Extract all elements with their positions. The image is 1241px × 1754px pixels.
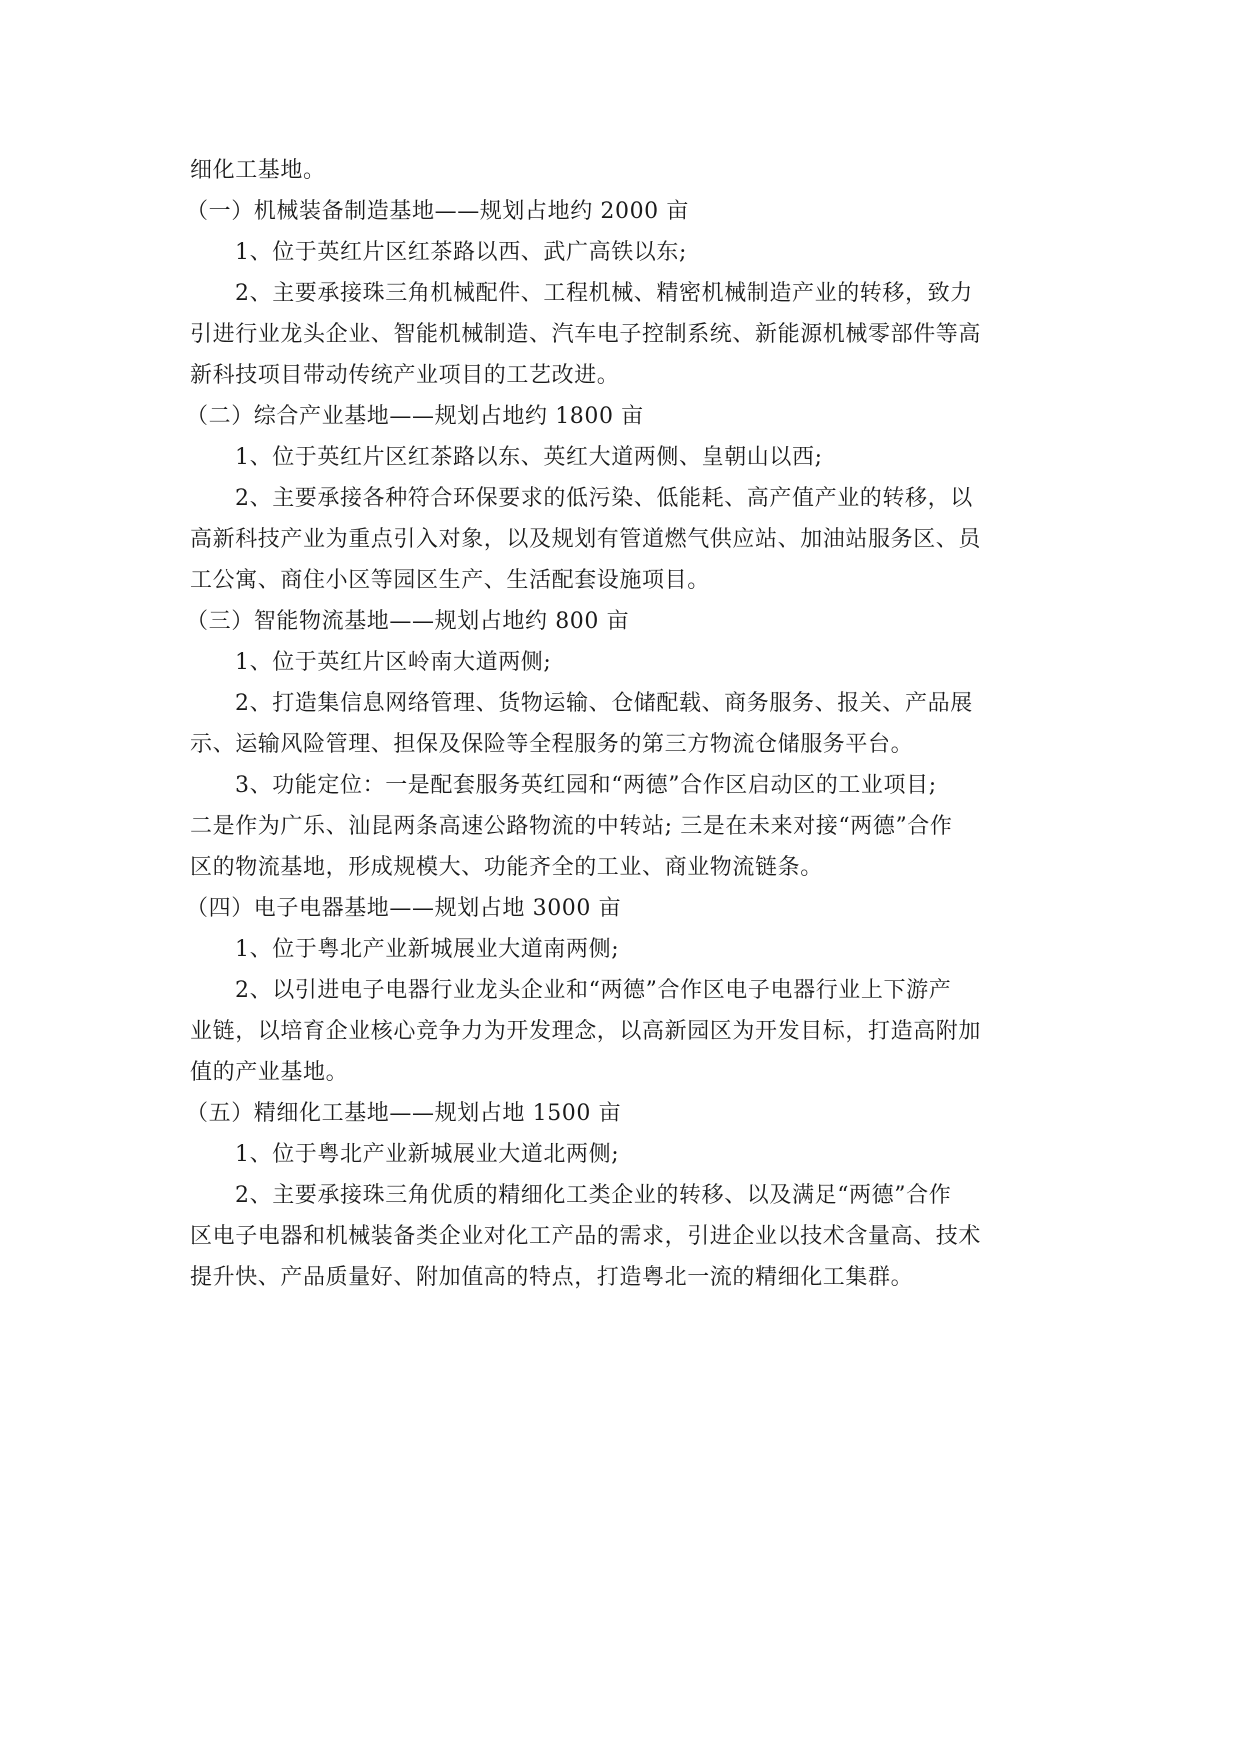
document-page (186, 150, 1060, 1298)
body-text-line: 提升快、产品质量好、附加值高的特点，打造粤北一流的精细化工集群。 (190, 1265, 914, 1290)
list-item: 1、位于粤北产业新城展业大道北两侧; (235, 1142, 620, 1167)
body-text-line: 示、运输风险管理、担保及保险等全程服务的第三方物流仓储服务平台。 (190, 732, 914, 757)
list-item: 2、以引进电子电器行业龙头企业和“两德”合作区电子电器行业上下游产 (235, 978, 952, 1003)
section-heading: （三）智能物流基地——规划占地约 800 亩 (186, 609, 630, 634)
body-text-line: 高新科技产业为重点引入对象，以及规划有管道燃气供应站、加油站服务区、员 (190, 527, 982, 552)
list-item: 3、功能定位：一是配套服务英红园和“两德”合作区启动区的工业项目; (235, 773, 937, 798)
body-text-line: 二是作为广乐、汕昆两条高速公路物流的中转站; 三是在未来对接“两德”合作 (190, 814, 953, 839)
body-text-line: 区的物流基地，形成规模大、功能齐全的工业、商业物流链条。 (190, 855, 823, 880)
list-item: 2、主要承接珠三角优质的精细化工类企业的转移、以及满足“两德”合作 (235, 1183, 952, 1208)
section-heading: （四）电子电器基地——规划占地 3000 亩 (186, 896, 622, 921)
section-heading: （一）机械装备制造基地——规划占地约 2000 亩 (186, 199, 689, 224)
section-heading: （二）综合产业基地——规划占地约 1800 亩 (186, 404, 644, 429)
list-item: 1、位于粤北产业新城展业大道南两侧; (235, 937, 620, 962)
list-item: 1、位于英红片区红茶路以西、武广高铁以东; (235, 240, 688, 265)
list-item: 2、主要承接各种符合环保要求的低污染、低能耗、高产值产业的转移，以 (235, 486, 973, 511)
list-item: 1、位于英红片区岭南大道两侧; (235, 650, 552, 675)
body-text-line: 细化工基地。 (190, 158, 326, 183)
list-item: 1、位于英红片区红茶路以东、英红大道两侧、皇朝山以西; (235, 445, 823, 470)
body-text-line: 工公寓、商住小区等园区生产、生活配套设施项目。 (190, 568, 710, 593)
body-text-line: 值的产业基地。 (190, 1060, 349, 1085)
body-text-line: 业链，以培育企业核心竞争力为开发理念，以高新园区为开发目标，打造高附加 (190, 1019, 982, 1044)
body-text-line: 区电子电器和机械装备类企业对化工产品的需求，引进企业以技术含量高、技术 (190, 1224, 982, 1249)
body-text-line: 引进行业龙头企业、智能机械制造、汽车电子控制系统、新能源机械零部件等高 (190, 322, 982, 347)
list-item: 2、打造集信息网络管理、货物运输、仓储配载、商务服务、报关、产品展 (235, 691, 973, 716)
section-heading: （五）精细化工基地——规划占地 1500 亩 (186, 1101, 622, 1126)
body-text-line: 新科技项目带动传统产业项目的工艺改进。 (190, 363, 620, 388)
list-item: 2、主要承接珠三角机械配件、工程机械、精密机械制造产业的转移，致力 (235, 281, 973, 306)
